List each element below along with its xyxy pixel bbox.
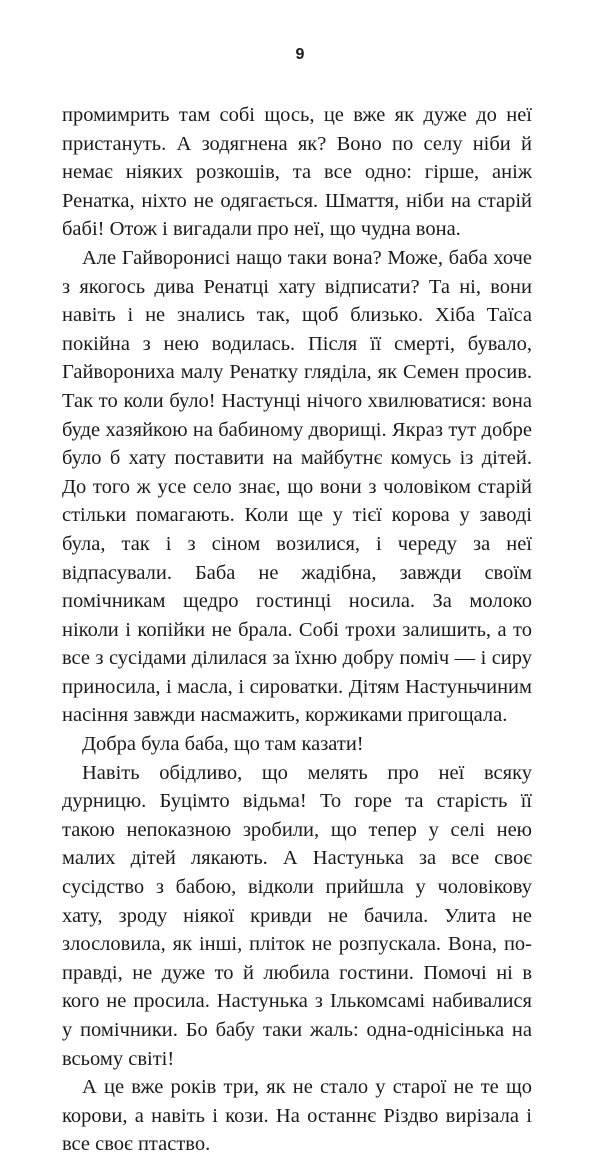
paragraph: А це вже років три, як не стало у старої не те що корови, а навіть і кози. На останнє Різдво вирізала і все своє птаство. <box>62 1076 532 1156</box>
paragraph: Навіть обідливо, що мелять про неї всяку дурницю. Буцімто відьма! То горе та старість її такою непоказною зробили, що тепер у селі нею малих дітей лякають. А Настунька за все своє сусідство з бабою, відколи прийшла у чоловікову хату, зроду ніякої кривди не бачила. Улита не злословила, як інші, пліток не розпускала. Вона, по-правді, не дуже то й любила гостини. Помочі ні в кого не просила. Настунька з Ількомсамі набивалися у помічники. Бо бабу таки жаль: одна-однісінька на всьому світі! <box>62 761 532 1070</box>
paragraph: Але Гайворонисі нащо таки вона? Може, баба хоче з якогось дива Ренатці хату відписати? Та ні, вони навіть і не знались так, щоб близько. Хіба Таїса покійна з нею водилась. Після її смерті, бувало, Гайворониха малу Ренатку гляділа, як Семен просив. Так то коли було! Настунці нічого хвилюватися: вона буде хазяйкою на бабиному дворищі. Якраз тут добре було б хату поставити на майбутнє комусь із дітей. До того ж усе село знає, що вони з чоловіком старій стільки помагають. Коли ще у тієї корова у заводі була, так і з сіном возилися, і череду за неї відпасували. Баба не жадібна, завжди своїм помічникам щедро гостинці носила. За молоко ніколи і копійки не брала. Собі трохи залишить, а то все з сусідами ділилася за їхню добру поміч — і сиру приносила, і масла, і сироватки. Дітям Настуньчиним насіння завжди насмажить, коржиками пригощала. <box>62 246 532 727</box>
paragraph: Добра була баба, що там казати! <box>82 733 364 756</box>
paragraph: промимрить там собі щось, це вже як дуже до неї пристануть. А зодягнена як? Воно по селу ніби й немає ніяких розкошів, та все одно: гірше, аніж Ренатка, ніхто не одягається. Шмаття, ніби на старій бабі! Отож і вигадали про неї, що чудна вона. <box>62 104 532 241</box>
page-number: 9 <box>295 46 305 63</box>
body-text <box>62 101 532 1159</box>
